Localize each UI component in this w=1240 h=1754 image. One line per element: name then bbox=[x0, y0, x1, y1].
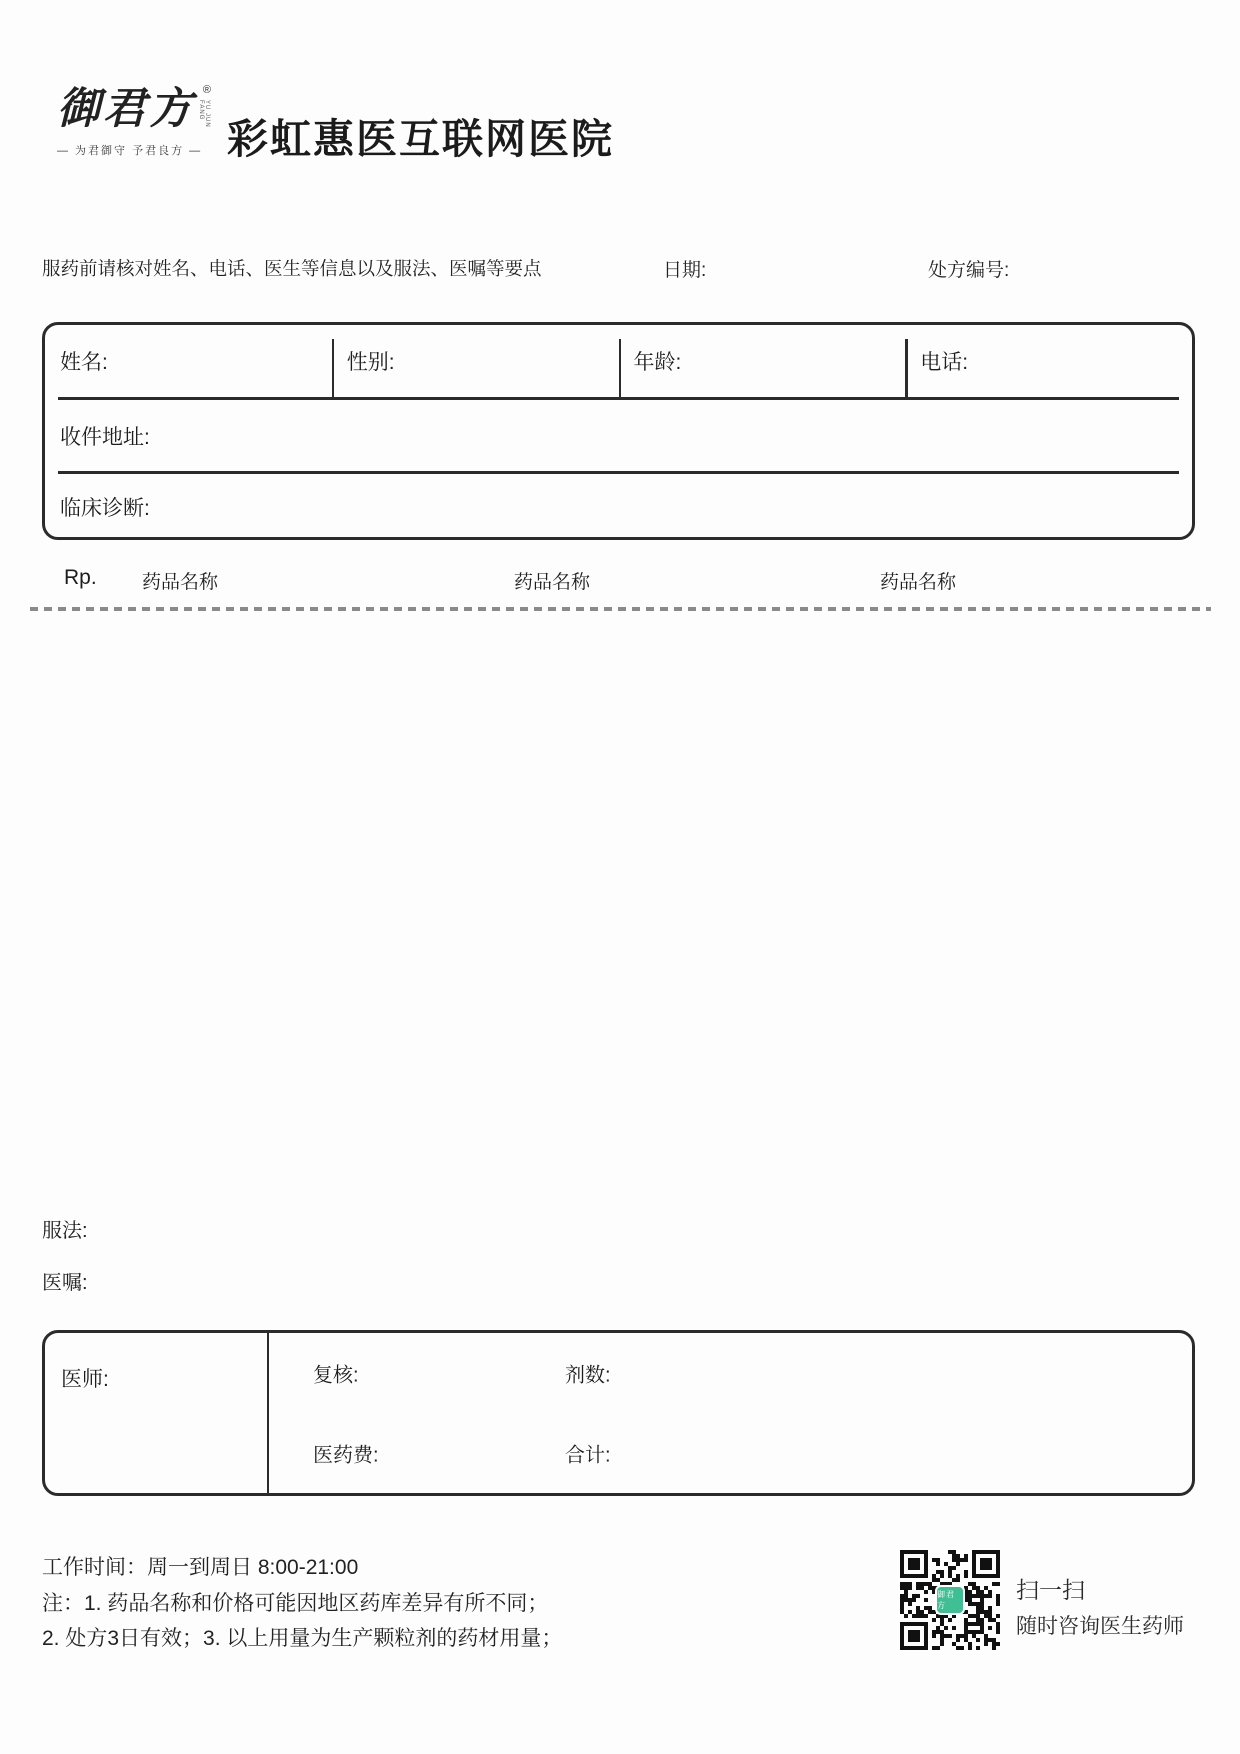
patient-info-box bbox=[42, 322, 1195, 540]
verification-notice: 服药前请核对姓名、电话、医生等信息以及服法、医嘱等要点 bbox=[42, 258, 542, 279]
shipping-address-label: 收件地址: bbox=[60, 425, 150, 449]
scan-title: 扫一扫 bbox=[1016, 1577, 1085, 1603]
rp-label: Rp. bbox=[64, 566, 97, 589]
physician-field bbox=[45, 1333, 269, 1493]
usage-label: 服法: bbox=[42, 1220, 88, 1242]
fee-total-row bbox=[269, 1413, 1192, 1493]
qr-center-logo: 御君方 bbox=[935, 1585, 965, 1615]
footer-notes bbox=[42, 1550, 562, 1657]
patient-name-label: 姓名: bbox=[60, 351, 108, 374]
note-line-2: 2. 处方3日有效；3. 以上用量为生产颗粒剂的药材用量； bbox=[42, 1627, 563, 1650]
column-divider bbox=[905, 339, 908, 397]
date-label: 日期: bbox=[663, 260, 707, 281]
doctor-advice-label: 医嘱: bbox=[42, 1272, 88, 1294]
medicine-fee-label: 医药费: bbox=[313, 1444, 379, 1467]
doses-label: 剂数: bbox=[565, 1364, 611, 1387]
review-doses-row bbox=[269, 1333, 1192, 1413]
drug-name-column-header: 药品名称 bbox=[142, 572, 219, 593]
signoff-box bbox=[42, 1330, 1195, 1496]
signoff-right-area bbox=[269, 1333, 1192, 1493]
drug-name-column-header: 药品名称 bbox=[880, 572, 957, 593]
work-hours-text: 工作时间：周一到周日 8:00-21:00 bbox=[42, 1556, 359, 1579]
prescription-number-label: 处方编号: bbox=[928, 260, 1010, 281]
clinical-diagnosis-field bbox=[45, 474, 1192, 540]
brand-tagline: — 为君御守 予君良方 — bbox=[57, 145, 203, 158]
registered-trademark-icon: ® bbox=[202, 84, 211, 96]
physician-label: 医师: bbox=[61, 1368, 109, 1391]
clinical-diagnosis-label: 临床诊断: bbox=[60, 497, 150, 520]
patient-age-field bbox=[619, 325, 906, 397]
hospital-name: 彩虹惠医互联网医院 bbox=[227, 116, 614, 162]
qr-code bbox=[900, 1550, 1000, 1650]
brand-logo-text: 御君方 bbox=[57, 84, 195, 134]
total-label: 合计: bbox=[565, 1444, 611, 1467]
prescription-header-row bbox=[0, 564, 1240, 594]
drug-name-column-header: 药品名称 bbox=[514, 572, 591, 593]
column-divider bbox=[332, 339, 335, 397]
notice-row bbox=[0, 255, 1240, 283]
brand-logo bbox=[57, 86, 227, 158]
patient-gender-field bbox=[332, 325, 619, 397]
note-line-1: 注：1. 药品名称和价格可能因地区药库差异有所不同； bbox=[42, 1591, 549, 1615]
patient-name-field bbox=[45, 325, 332, 397]
patient-gender-label: 性别: bbox=[346, 351, 395, 374]
shipping-address-field bbox=[45, 400, 1192, 471]
column-divider bbox=[619, 339, 622, 397]
scan-subtitle: 随时咨询医生药师 bbox=[1016, 1615, 1184, 1638]
brand-logo-pinyin: YU JUN FANG bbox=[198, 100, 210, 128]
patient-phone-field bbox=[905, 325, 1192, 397]
patient-phone-label: 电话: bbox=[920, 351, 969, 374]
patient-age-label: 年龄: bbox=[633, 351, 682, 374]
review-label: 复核: bbox=[313, 1364, 359, 1387]
dashed-divider bbox=[30, 607, 1211, 611]
patient-basic-row bbox=[45, 325, 1192, 397]
